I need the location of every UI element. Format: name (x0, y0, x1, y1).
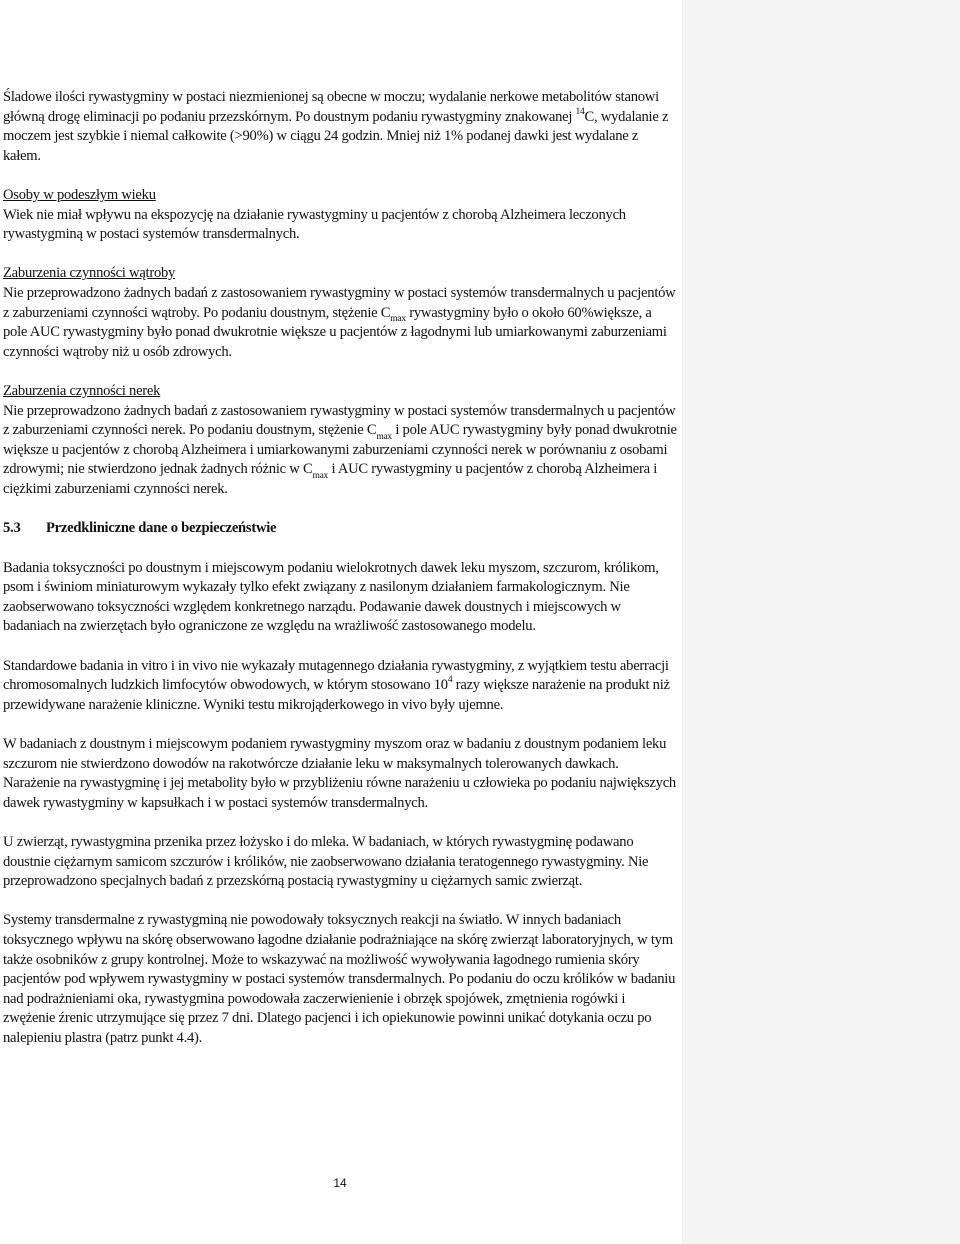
liver-text-b: rywastygminy było o około 60%większe, a pole AUC rywastygminy było ponad dwukrotnie większe u pacjentów z łagodnymi lub umiarkowanymi zaburzeniami czynności wątroby niż u osób zdrowych. (3, 304, 667, 360)
kidney-heading: Zaburzenia czynności nerek (3, 382, 161, 399)
section-heading (3, 519, 677, 539)
kidney-cmax-subscript-1: max (376, 432, 392, 442)
reproduction-paragraph: U zwierząt, rywastygmina przenika przez łożysko i do mleka. W badaniach, w których rywastygminę podawano doustnie ciężarnym samicom szczurów i królików, nie zaobserwowano działania teratogennego rywastygminy. Nie przeprowadzono specjalnych badań z przezskórną postacią rywastygminy u ciężarnych samic zwierząt. (3, 833, 649, 890)
elimination-paragraph (3, 88, 677, 166)
elderly-heading: Osoby w podeszłym wieku (3, 186, 156, 203)
document-body (3, 88, 677, 1068)
liver-text-a: Nie przeprowadzono żadnych badań z zastosowaniem rywastygminy w postaci systemów transdermalnych u pacjentów z zaburzeniami czynności wątroby. Po podaniu doustnym, stężenie C (3, 284, 676, 321)
kidney-text-a: Nie przeprowadzono żadnych badań z zastosowaniem rywastygminy w postaci systemów transdermalnych u pacjentów z zaburzeniami czynności nerek. Po podaniu doustnym, stężenie C (3, 402, 676, 439)
section-number: 5.3 (3, 520, 21, 537)
kidney-cmax-subscript-2: max (312, 471, 329, 482)
toxicity-paragraph: Badania toksyczności po doustnym i miejscowym podaniu wielokrotnych dawek leku myszom, szczurom, królikom, psom i świniom miniaturowym wykazały tylko efekt związany z nasilonym działaniem farmakologicznym. Nie zaobserwowano toksyczności względem konkretnego narządu. Podawanie dawek doustnych i miejscowych w badaniach na zwierzętach było ograniczone ze względu na wrażliwość zastosowanego modelu. (3, 559, 659, 635)
elimination-text-a: Śladowe ilości rywastygminy w postaci niezmienionej są obecne w moczu; wydalanie nerkowe metabolitów stanowi główną drogę eliminacji po podaniu przezskórnym. Po doustnym podaniu rywastygminy znakowanej (3, 89, 659, 125)
kidney-text-c: i AUC rywastygminy u pacjentów z chorobą Alzheimera i ciężkimi zaburzeniami czynności nerek. (3, 461, 658, 497)
exponent-superscript: 4 (447, 675, 453, 686)
carcinogenicity-paragraph: W badaniach z doustnym i miejscowym podaniem rywastygminy myszom oraz w badaniu z doustnym podaniem leku szczurom nie stwierdzono dowodów na rakotwórcze działanie leku w maksymalnych tolerowanych dawkach. Narażenie na rywastygminę i jej metabolity było w przybliżeniu równe narażeniu u człowieka po podaniu największych dawek rywastygminy w kapsułkach i w postaci systemów transdermalnych. (3, 736, 676, 811)
mutagenicity-paragraph (3, 657, 677, 716)
section-title: Przedkliniczne dane o bezpieczeństwie (46, 520, 277, 537)
kidney-section (3, 382, 677, 500)
isotope-superscript: 14 (575, 106, 585, 117)
skin-eye-paragraph: Systemy transdermalne z rywastygminą nie powodowały toksycznych reakcji na światło. W innych badaniach toksycznego wpływu na skórę obserwowano łagodne działanie podrażniające na skórę zwierząt laboratoryjnych, w tym także osobników z grupy kontrolnej. Może to wskazywać na możliwość wywoływania łagodnego rumienia skóry pacjentów pod wpływem rywastygminy w postaci systemów transdermalnych. Po podaniu do oczu królików w badaniu nad podrażnieniami oka, rywastygmina powodowała zaczerwienienie i obrzęk spojówek, zmętnienia rogówki i zwężenie źrenic utrzymujące się przez 7 dni. Dlatego pacjenci i ich opiekunowie powinni unikać dotykania oczu po nalepieniu plastra (patrz punkt 4.4). (3, 912, 676, 1046)
right-margin-panel (682, 0, 960, 1244)
kidney-text-b: i pole AUC rywastygminy były ponad dwukrotnie większe u pacjentów z chorobą Alzheimera i umiarkowanymi zaburzeniami czynności nerek w porównaniu z osobami zdrowymi; nie stwierdzono jednak żadnych różnic w C (3, 422, 677, 478)
liver-cmax-subscript: max (390, 314, 406, 325)
mutagenicity-text-b: razy większe narażenie na produkt niż przewidywane narażenie kliniczne. Wyniki testu mikrojąderkowego in vivo były ujemne. (3, 677, 670, 713)
elderly-section (3, 186, 677, 245)
liver-section (3, 264, 677, 362)
mutagenicity-text-a: Standardowe badania in vitro i in vivo nie wykazały mutagennego działania rywastygminy, z wyjątkiem testu aberracji chromosomalnych ludzkich limfocytów obwodowych, w którym stosowano 10 (3, 657, 669, 694)
liver-heading: Zaburzenia czynności wątroby (3, 265, 176, 282)
page-number: 14 (333, 1176, 347, 1190)
elderly-text: Wiek nie miał wpływu na ekspozycję na działanie rywastygminy u pacjentów z chorobą Alzheimera leczonych rywastygminą w postaci systemów transdermalnych. (3, 206, 626, 243)
elimination-text-b: C, wydalanie z moczem jest szybkie i niemal całkowite (>90%) w ciągu 24 godzin. Mniej niż 1% podanej dawki jest wydalane z kałem. (3, 108, 669, 164)
